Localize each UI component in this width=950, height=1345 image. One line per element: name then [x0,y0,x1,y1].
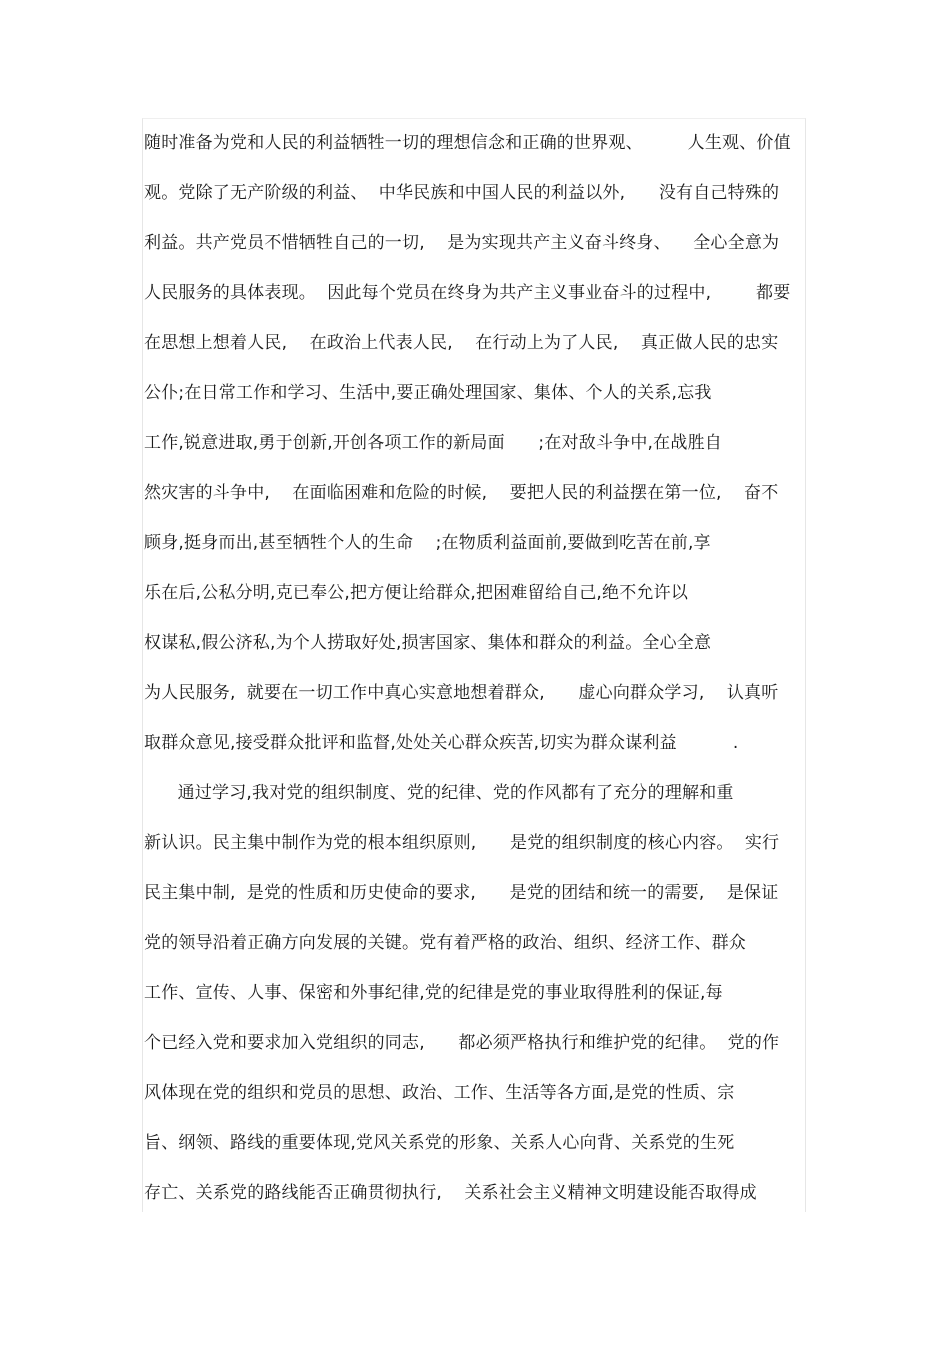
text-line: 观。党除了无产阶级的利益、 中华民族和中国人民的利益以外, 没有自己特殊的 [144,183,780,203]
text-line: 党的领导沿着正确方向发展的关键。党有着严格的政治、组织、经济工作、群众 [144,933,746,953]
text-line: 乐在后,公私分明,克已奉公,把方便让给群众,把困难留给自己,绝不允许以 [144,583,689,603]
text-line: 旨、纲领、路线的重要体现,党风关系党的形象、关系人心向背、关系党的生死 [144,1133,735,1153]
text-line: 风体现在党的组织和党员的思想、政治、工作、生活等各方面,是党的性质、宗 [144,1083,735,1103]
document-body [144,127,806,1227]
text-line: 权谋私,假公济私,为个人捞取好处,损害国家、集体和群众的利益。全心全意 [144,633,712,653]
text-line: 民主集中制, 是党的性质和历史使命的要求, 是党的团结和统一的需要, 是保证 [144,883,779,903]
text-line: 在思想上想着人民, 在政治上代表人民, 在行动上为了人民, 真正做人民的忠实 [144,333,779,353]
text-line: 工作,锐意进取,勇于创新,开创各项工作的新局面 ;在对敌斗争中,在战胜自 [144,433,722,453]
text-line: 人民服务的具体表现。 因此每个党员在终身为共产主义事业奋斗的过程中, 都要 [144,283,791,303]
text-line: 个已经入党和要求加入党组织的同志, 都必须严格执行和维护党的纪律。 党的作 [144,1033,780,1053]
text-line: 工作、宣传、人事、保密和外事纪律,党的纪律是党的事业取得胜利的保证,每 [144,983,723,1003]
text-line: 取群众意见,接受群众批评和监督,处处关心群众疾苦,切实为群众谋利益 . [144,733,739,753]
text-line: 随时准备为党和人民的利益牺牲一切的理想信念和正确的世界观、 人生观、价值 [144,133,791,153]
text-line: 顾身,挺身而出,甚至牺牲个人的生命 ;在物质利益面前,要做到吃苦在前,享 [144,533,711,553]
text-line: 然灾害的斗争中, 在面临困难和危险的时候, 要把人民的利益摆在第一位, 奋不 [144,483,779,503]
text-line: 利益。共产党员不惜牺牲自己的一切, 是为实现共产主义奋斗终身、 全心全意为 [144,233,780,253]
text-line: 为人民服务, 就要在一切工作中真心实意地想着群众, 虚心向群众学习, 认真听 [144,683,779,703]
text-line: 存亡、关系党的路线能否正确贯彻执行, 关系社会主义精神文明建设能否取得成 [144,1183,757,1203]
text-line: 通过学习,我对党的组织制度、党的纪律、党的作风都有了充分的理解和重 [144,783,734,803]
text-line: 公仆;在日常工作和学习、生活中,要正确处理国家、集体、个人的关系,忘我 [144,383,712,403]
text-line: 新认识。民主集中制作为党的根本组织原则, 是党的组织制度的核心内容。 实行 [144,833,780,853]
